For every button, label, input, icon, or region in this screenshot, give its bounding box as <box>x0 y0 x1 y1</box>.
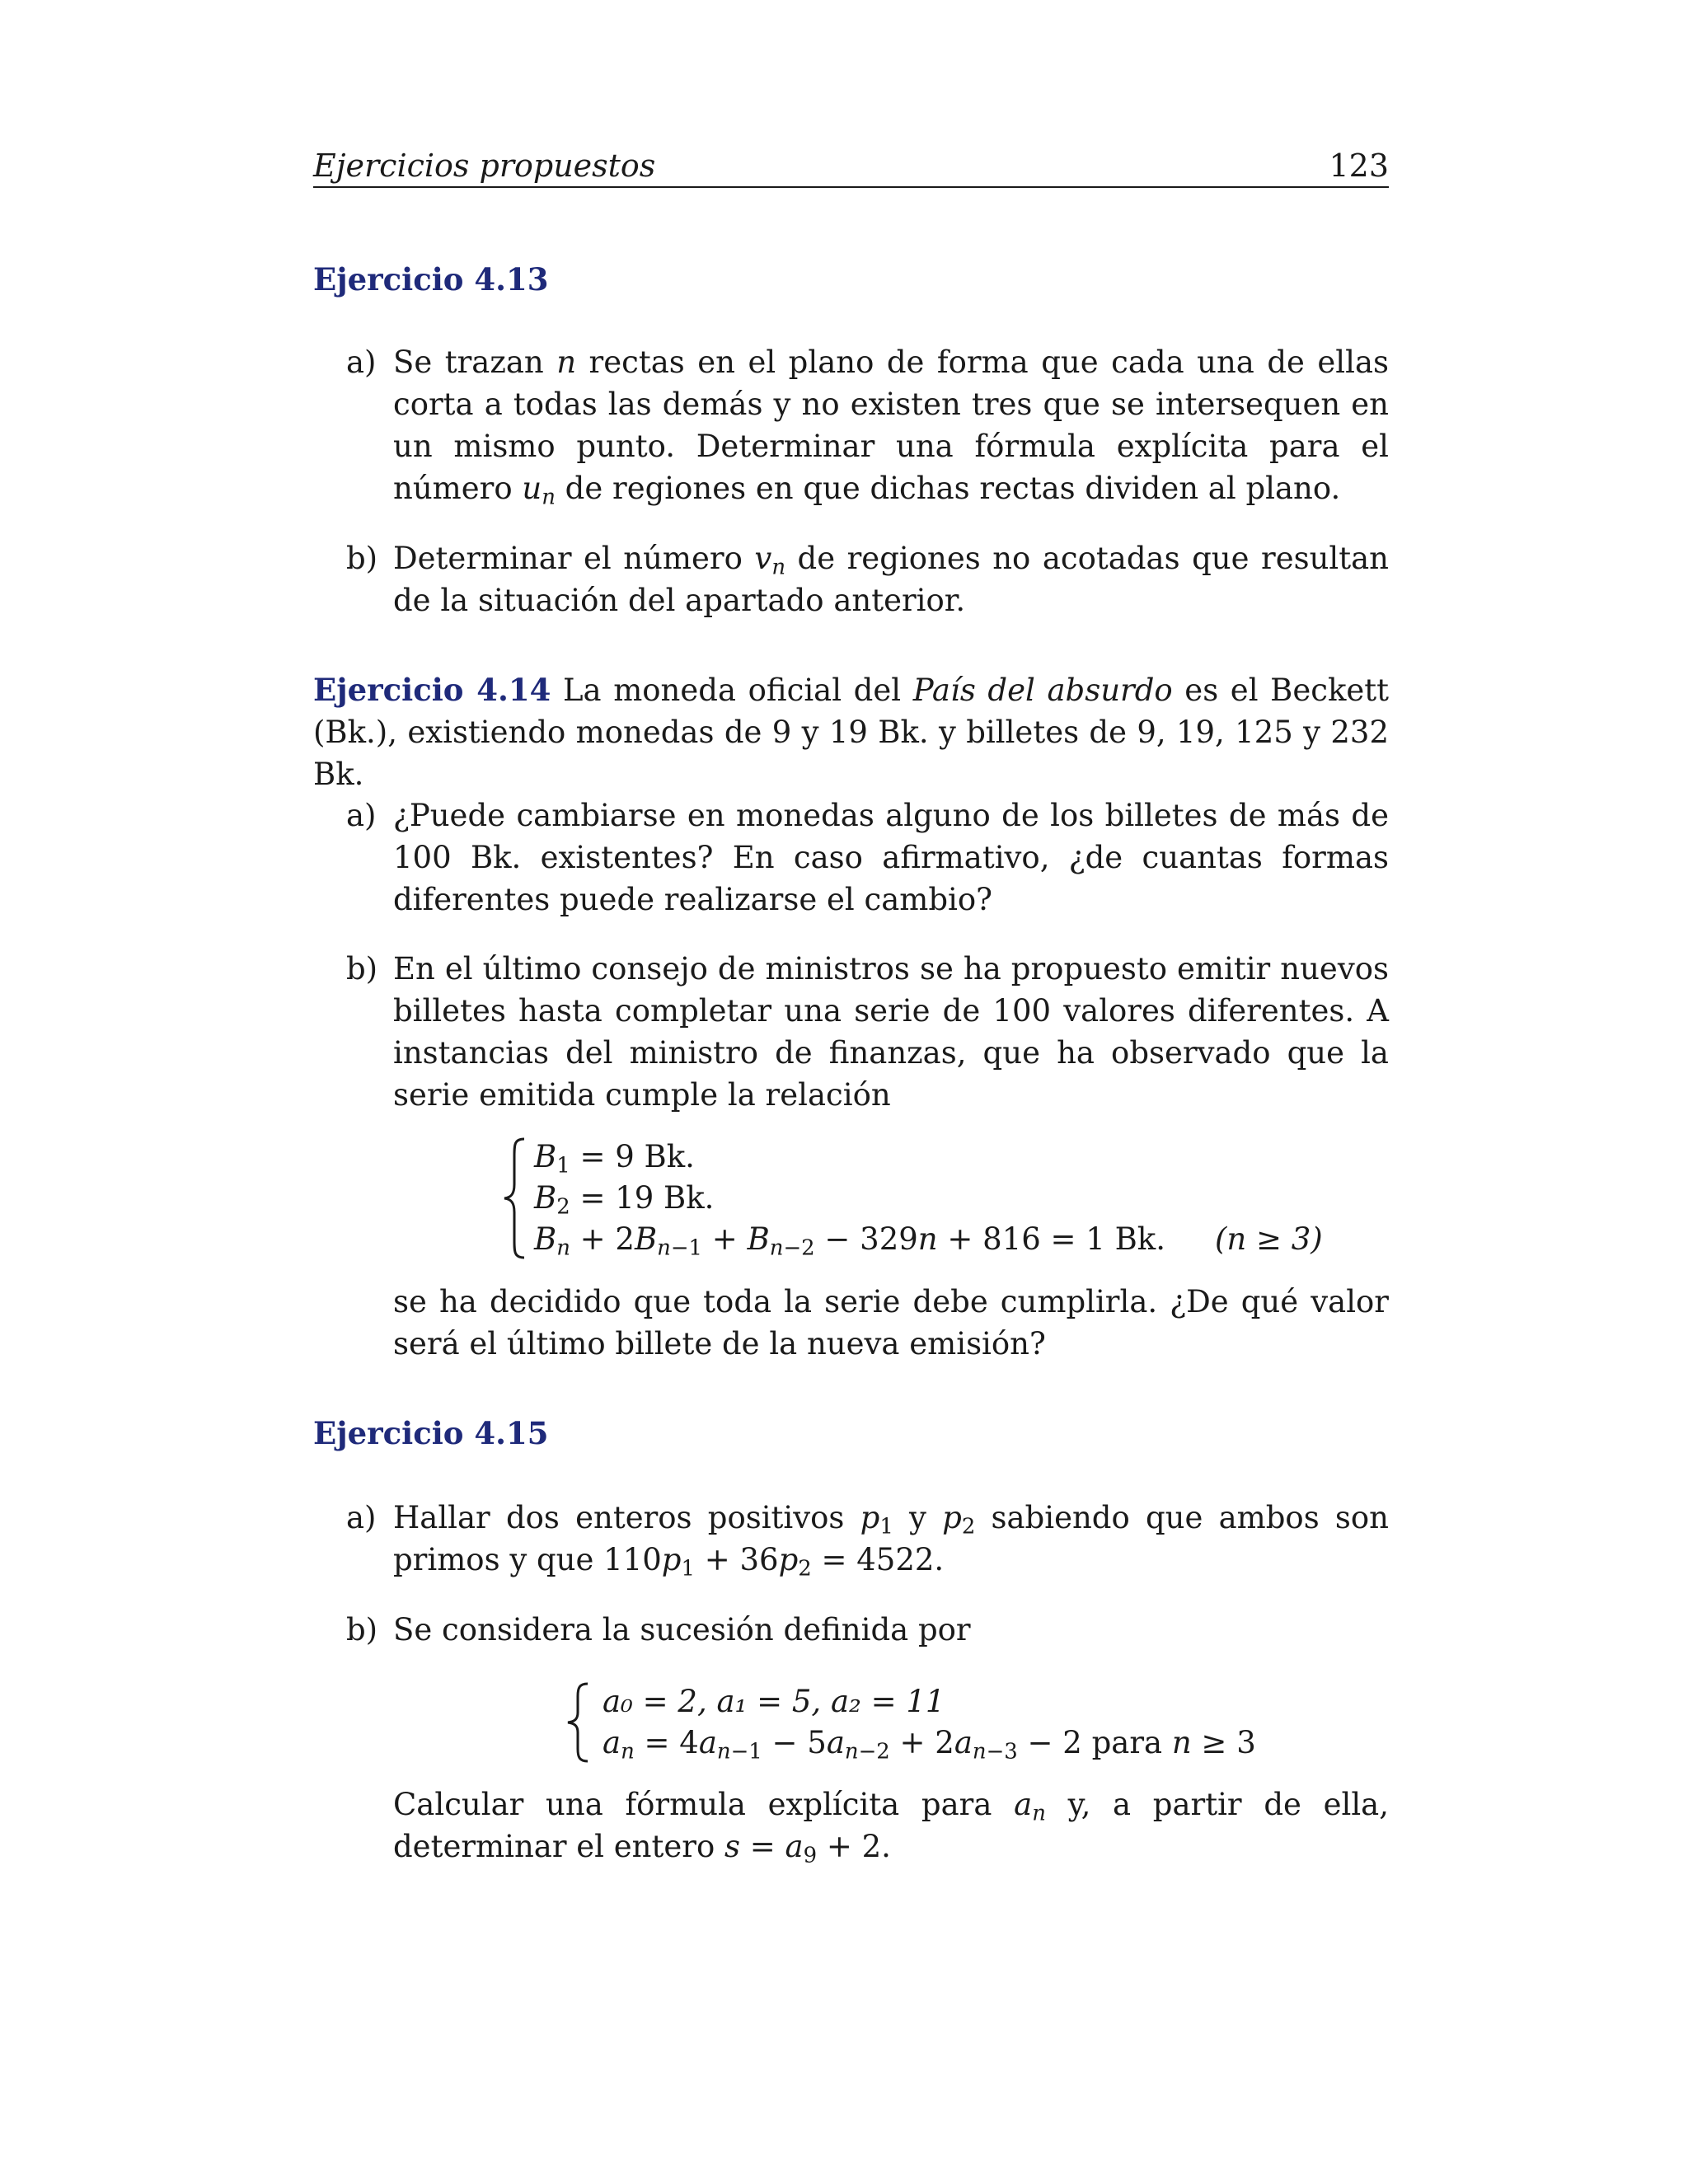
math-var: n <box>556 344 577 380</box>
equation-text: + <box>702 1221 748 1257</box>
text-run: Hallar dos enteros positivos <box>393 1500 860 1535</box>
text-run: Calcular una fórmula explícita para <box>393 1787 1015 1822</box>
text-run: = 4522. <box>811 1542 945 1577</box>
left-brace-icon <box>501 1137 528 1260</box>
item-body: Calcular una fórmula explícita para $a_n$ y, a partir de ella, determinar el entero $s = a_9 + 2$. <box>393 1787 1389 1868</box>
text-run: + 2. <box>817 1829 891 1864</box>
equation-row: a₀ = 2, a₁ = 5, a₂ = 11 <box>603 1684 945 1719</box>
equation-text: + 2 <box>570 1221 635 1257</box>
equation-text: ≥ 3 <box>1191 1725 1256 1760</box>
item-body: ¿Puede cambiarse en monedas alguno de los billetes de más de 100 Bk. existentes? En caso afirmativo, ¿de cuantas formas diferentes puede realizarse el cambio? <box>393 798 1389 917</box>
running-head <box>313 145 1389 188</box>
equation-text: = 19 Bk. <box>570 1180 715 1216</box>
left-brace-icon <box>565 1681 591 1764</box>
text-run: de regiones no acotadas que resultan de la situación del apartado anterior. <box>393 541 1390 618</box>
math-subscript: n <box>542 485 556 510</box>
math-subscript: n <box>771 555 785 580</box>
item-marker: b) <box>346 1612 378 1647</box>
text-run: de regiones en que dichas rectas dividen al plano. <box>555 471 1341 506</box>
italic-text: País del absurdo <box>912 673 1173 708</box>
item-marker: a) <box>346 1500 377 1535</box>
exercise-4-14-intro <box>313 669 1389 795</box>
equation-row: $B_n + 2B_{n-1} + B_{n-2} - 329n + 816 = 1$ Bk. (n ≥ 3) <box>534 1219 1323 1260</box>
exercise-4-14-heading: Ejercicio 4.14 <box>313 672 551 708</box>
text-run: + 36 <box>694 1542 779 1577</box>
system-rows <box>603 1681 1256 1764</box>
exercise-4-13-heading-block <box>313 259 1389 301</box>
item-body <box>393 341 1389 509</box>
exercise-4-13-heading: Ejercicio 4.13 <box>313 261 549 298</box>
text-run: = <box>740 1829 785 1864</box>
text-run: sabiendo que ambos son primos y que 110 <box>393 1500 1389 1577</box>
item-body: Se considera la sucesión definida por <box>393 1612 971 1647</box>
equation-text: = 4 <box>634 1725 699 1760</box>
equation-row: $a_n = 4a_{n-1} - 5a_{n-2} + 2a_{n-3} - 2$ para n ≥ 3 <box>603 1725 1256 1765</box>
math-var: v <box>754 541 772 576</box>
text-run: es el Beckett (Bk.), existiendo monedas de 9 y 19 Bk. y billetes de 9, 19, 125 y 232 Bk. <box>313 673 1390 792</box>
item-marker: b) <box>346 541 378 576</box>
equation-text: + 816 = 1 Bk. <box>937 1221 1165 1257</box>
item-body <box>393 537 1389 621</box>
text-run: Se trazan <box>393 344 557 380</box>
exercise-4-15-heading-block <box>313 1413 1389 1455</box>
equation-text: − 2 para <box>1017 1725 1172 1760</box>
text-run: Determinar el número <box>393 541 755 576</box>
text-run: La moneda oficial del <box>551 673 913 708</box>
item-marker: b) <box>346 951 378 987</box>
exercise-4-15-heading: Ejercicio 4.15 <box>313 1415 549 1451</box>
math-var: u <box>522 471 542 506</box>
equation-condition: (n ≥ 3) <box>1214 1221 1323 1257</box>
text-run: rectas en el plano de forma que cada una de ellas corta a todas las demás y no existen tres que se intersequen en un mismo punto. Determinar una fórmula explícita para el número <box>393 344 1389 506</box>
equation-row: $B_2 = 19$ Bk. <box>534 1180 715 1220</box>
equation-row: $B_1 = 9$ Bk. <box>534 1139 695 1179</box>
equation-text: − 329 <box>814 1221 918 1257</box>
item-body: se ha decidido que toda la serie debe cumplirla. ¿De qué valor será el último billete de la nueva emisión? <box>393 1284 1389 1361</box>
item-body: Hallar dos enteros positivos $p_1$ y $p_2$ sabiendo que ambos son primos y que $110p_1 + 36p_2 = 4522$. <box>393 1500 1389 1582</box>
running-head-title: Ejercicios propuestos <box>313 148 656 184</box>
item-body: En el último consejo de ministros se ha propuesto emitir nuevos billetes hasta completar una serie de 100 valores diferentes. A instancias del ministro de finanzas, que ha observado que la serie emitida cumple la relación <box>393 951 1389 1113</box>
text-run: y, a partir de ella, determinar el entero <box>393 1787 1389 1864</box>
item-marker: a) <box>346 344 377 380</box>
equation-text: − 5 <box>762 1725 827 1760</box>
system-rows <box>534 1137 1323 1260</box>
document-page <box>313 0 1389 2184</box>
equation-text: + 2 <box>889 1725 954 1760</box>
equation-text: = 9 Bk. <box>570 1139 695 1174</box>
item-marker: a) <box>346 798 377 833</box>
page-number: 123 <box>1329 148 1389 184</box>
text-run: y <box>893 1500 943 1535</box>
